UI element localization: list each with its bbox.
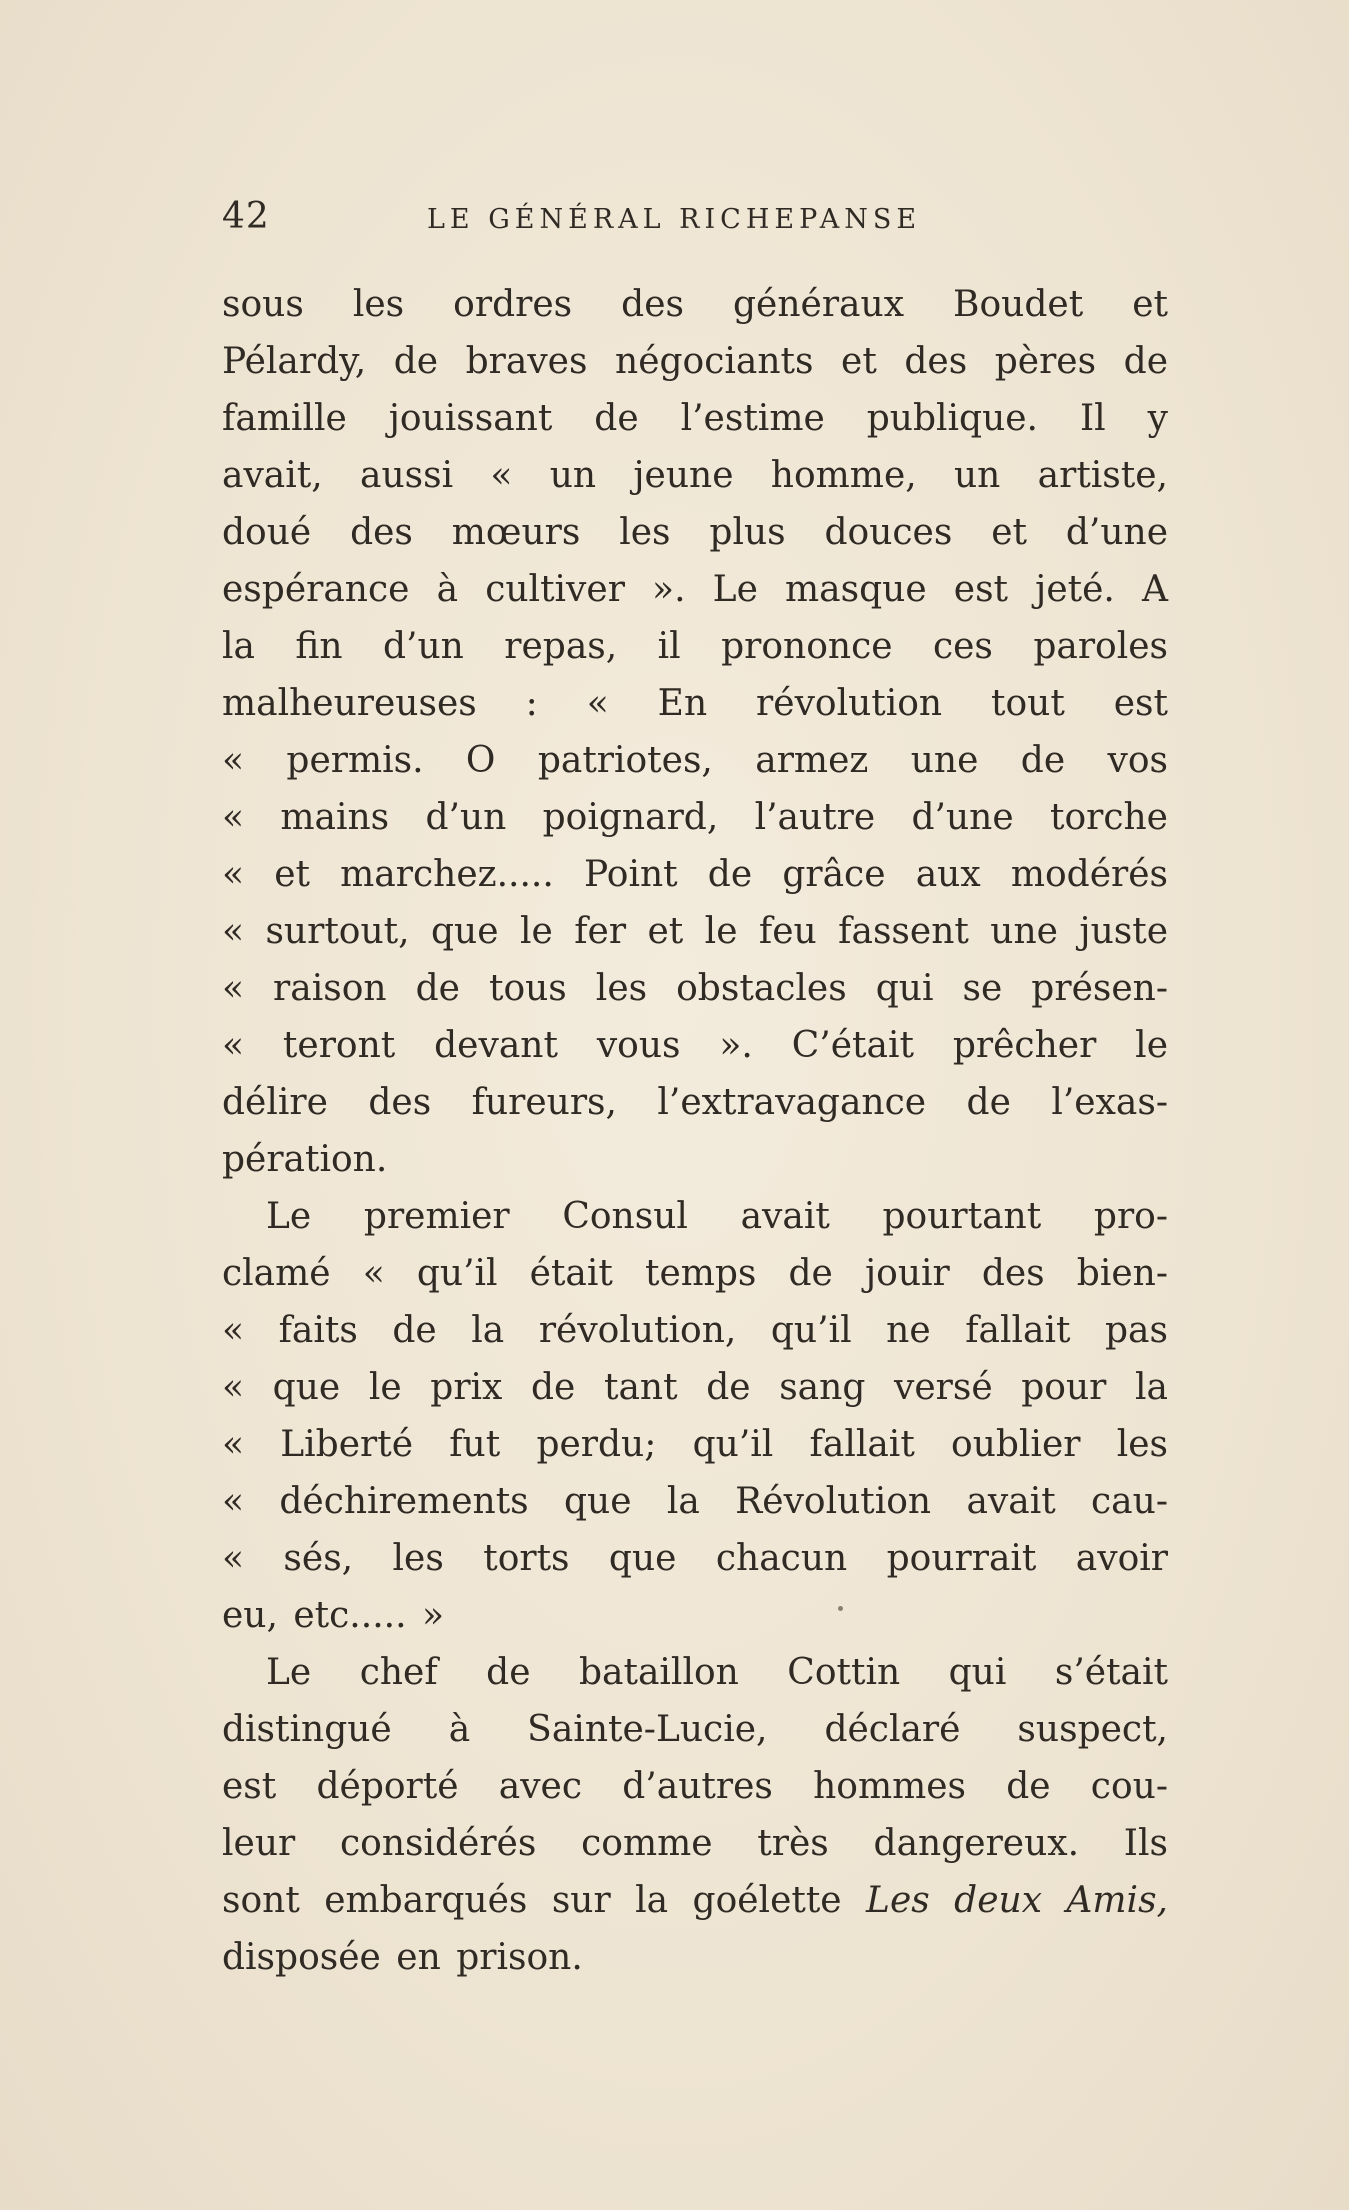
text-line: « teront devant vous ». C’était prêcher le: [222, 1025, 1168, 1066]
text-line: leur considérés comme très dangereux. Ils: [222, 1823, 1168, 1864]
text-line: malheureuses : « En révolution tout est: [222, 683, 1168, 724]
text-line: est déporté avec d’autres hommes de cou-: [222, 1766, 1168, 1807]
body-text: [222, 276, 1168, 1986]
text-line: « mains d’un poignard, l’autre d’une torche: [222, 797, 1168, 838]
text-line: Le chef de bataillon Cottin qui s’était: [266, 1652, 1168, 1693]
text-line: « et marchez..... Point de grâce aux modérés: [222, 854, 1168, 895]
text-line: « faits de la révolution, qu’il ne fallait pas: [222, 1310, 1168, 1351]
page-header: [222, 196, 1172, 242]
text-line: Pélardy, de braves négociants et des pères de: [222, 341, 1168, 382]
text-line: espérance à cultiver ». Le masque est jeté. A: [222, 569, 1168, 610]
text-line: sous les ordres des généraux Boudet et: [222, 284, 1168, 325]
text-line: « surtout, que le fer et le feu fassent une juste: [222, 911, 1168, 952]
text-line-segment: sont embarqués sur la goélette: [222, 1880, 842, 1921]
text-line: disposée en prison.: [222, 1937, 583, 1978]
text-line: « que le prix de tant de sang versé pour la: [222, 1367, 1168, 1408]
text-line: avait, aussi « un jeune homme, un artiste,: [222, 455, 1168, 496]
text-line: Le premier Consul avait pourtant pro-: [266, 1196, 1168, 1237]
text-line: « sés, les torts que chacun pourrait avoir: [222, 1538, 1168, 1579]
text-line: famille jouissant de l’estime publique. Il y: [222, 398, 1168, 439]
ship-name: Les deux Amis,: [866, 1880, 1168, 1921]
page-number: 42: [222, 196, 270, 237]
text-line: doué des mœurs les plus douces et d’une: [222, 512, 1168, 553]
running-title: LE GÉNÉRAL RICHEPANSE: [427, 204, 922, 235]
text-line: « déchirements que la Révolution avait cau-: [222, 1481, 1168, 1522]
text-line: pération.: [222, 1139, 388, 1180]
paper-speck: [838, 1606, 843, 1611]
text-line: « raison de tous les obstacles qui se présen-: [222, 968, 1168, 1009]
text-line: « Liberté fut perdu; qu’il fallait oublier les: [222, 1424, 1168, 1465]
text-line: eu, etc..... »: [222, 1595, 444, 1636]
text-line: distingué à Sainte-Lucie, déclaré suspect,: [222, 1709, 1168, 1750]
text-line: la fin d’un repas, il prononce ces paroles: [222, 626, 1168, 667]
text-line: [222, 1872, 1168, 1929]
text-line: clamé « qu’il était temps de jouir des bien-: [222, 1253, 1168, 1294]
text-line: « permis. O patriotes, armez une de vos: [222, 740, 1168, 781]
text-line: délire des fureurs, l’extravagance de l’exas-: [222, 1082, 1168, 1123]
